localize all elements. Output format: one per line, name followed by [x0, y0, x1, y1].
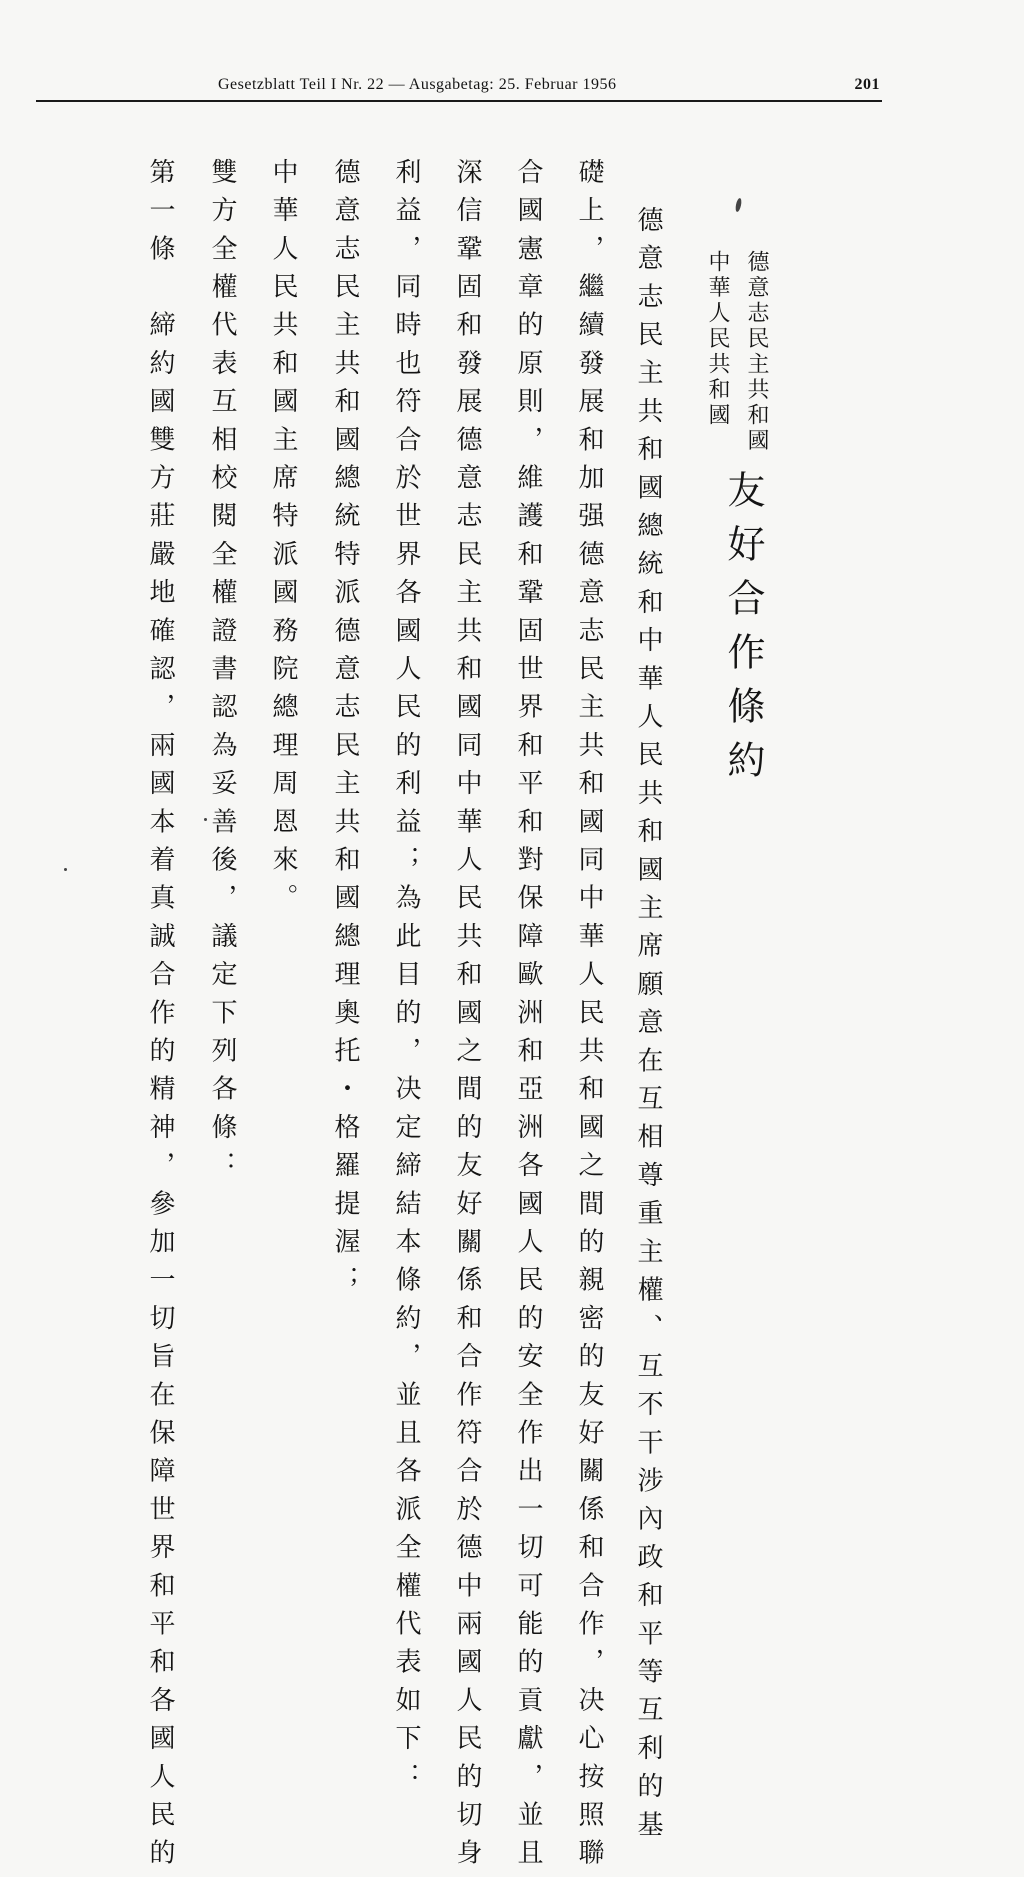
text-column-2: 礎上，繼續發展和加强德意志民主共和國同中華人民共和國之間的親密的友好關係和合作，决心按照聯: [574, 158, 604, 1877]
ink-dot: [64, 868, 67, 871]
text-column-6: 德意志民主共和國總統特派德意志民主共和國總理奧托・格羅提渥；: [330, 158, 360, 1304]
text-column-9: 第一條 締約國雙方莊嚴地確認，兩國本着真誠合作的精神，參加一切旨在保障世界和平和各國人民的: [145, 158, 175, 1877]
title-country-gdr: 德意志民主共和國: [744, 250, 769, 454]
text-column-1: 德意志民主共和國總統和中華人民共和國主席願意在互相尊重主權、互不干涉內政和平等互利的基: [633, 206, 663, 1849]
text-column-7: 中華人民共和國主席特派國務院總理周恩來。: [268, 158, 298, 922]
text-column-8: 雙方全權代表互相校閱全權證書認為妥善後，議定下列各條：: [207, 158, 237, 1190]
ink-dot: [204, 818, 207, 821]
running-header: Gesetzblatt Teil I Nr. 22 — Ausgabetag: 25. Februar 1956: [218, 76, 617, 93]
text-column-4: 深信鞏固和發展德意志民主共和國同中華人民共和國之間的友好關係和合作符合於德中兩國人民的切身: [452, 158, 482, 1877]
page-header: [36, 70, 882, 102]
ink-smudge: [735, 198, 743, 213]
title-country-prc: 中華人民共和國: [705, 250, 730, 429]
text-column-5: 利益，同時也符合於世界各國人民的利益；為此目的，决定締結本條約，並且各派全權代表如下：: [391, 158, 421, 1801]
treaty-title: 友好合作條約: [721, 470, 765, 794]
text-column-3: 合國憲章的原則，維護和鞏固世界和平和對保障歐洲和亞洲各國人民的安全作出一切可能的貢獻，並且: [513, 158, 543, 1877]
page-number: 201: [854, 76, 880, 93]
